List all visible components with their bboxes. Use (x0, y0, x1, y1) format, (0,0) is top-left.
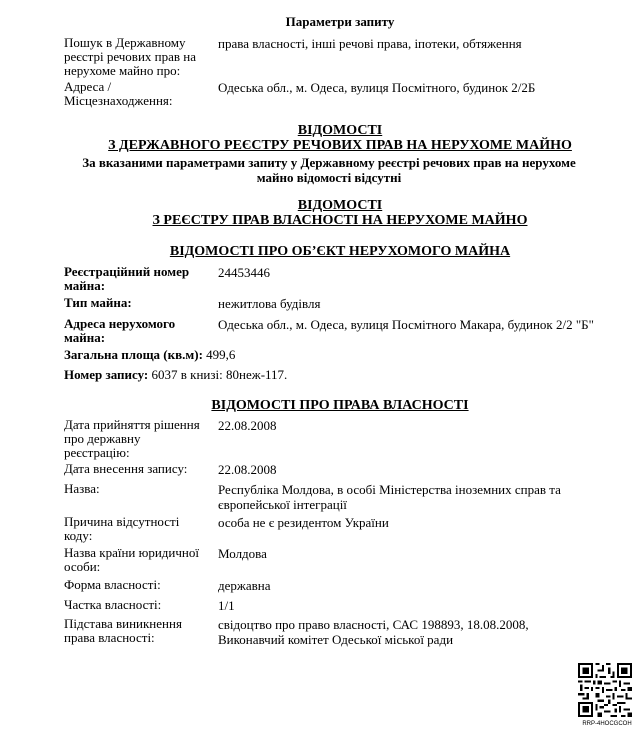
rights-decision-date-value: 22.08.2008 (218, 418, 277, 433)
object-section-title: ВІДОМОСТІ ПРО ОБ’ЄКТ НЕРУХОМОГО МАЙНА (169, 244, 511, 259)
rights-name-value: Республіка Молдова, в особі Міністерства іноземних справ та європейської інтеграції (218, 482, 561, 512)
rights-section-title: ВІДОМОСТІ ПРО ПРАВА ВЛАСНОСТІ (211, 398, 469, 413)
section1-title-line2: З ДЕРЖАВНОГО РЕЄСТРУ РЕЧОВИХ ПРАВ НА НЕРУХОМЕ МАЙНО (108, 138, 572, 153)
object-record-value: 6037 в книзі: 80неж-117. (151, 367, 288, 382)
object-area-line (64, 347, 564, 363)
params-header: Параметри запиту (285, 14, 395, 29)
rights-no-code-reason-label: Причина відсутності коду: (64, 514, 180, 543)
section1-title-line1: ВІДОМОСТІ (297, 123, 383, 138)
rights-share-value: 1/1 (218, 598, 235, 613)
rights-ownership-form-label: Форма власності: (64, 577, 161, 592)
object-area-label: Загальна площа (кв.м): (64, 347, 203, 362)
params-search-label: Пошук в Державному реєстрі речових прав на нерухоме майно про: (64, 35, 196, 78)
rights-entry-date-label: Дата внесення запису: (64, 461, 188, 476)
rights-basis-value: свідоцтво про право власності, САС 198893, 18.08.2008, Виконавчий комітет Одеської міської ради (218, 617, 529, 647)
object-area-value: 499,6 (206, 347, 236, 362)
params-address-label: Адреса / Місцезнаходження: (64, 79, 173, 108)
rights-name-label: Назва: (64, 481, 100, 496)
rights-no-code-reason-value: особа не є резидентом України (218, 515, 389, 530)
rights-country-label: Назва країни юридичної особи: (64, 545, 199, 574)
rights-ownership-form-value: державна (218, 578, 271, 593)
object-address-value: Одеська обл., м. Одеса, вулиця Посмітного Макара, будинок 2/2 "Б" (218, 317, 594, 332)
qr-code-label: RRP-4HOCGCOH (582, 721, 632, 727)
params-search-value: права власності, інші речові права, іпотеки, обтяження (218, 36, 522, 51)
object-record-line (64, 367, 564, 383)
rights-share-label: Частка власності: (64, 597, 162, 612)
object-reg-value: 24453446 (218, 265, 270, 280)
params-address-value: Одеська обл., м. Одеса, вулиця Посмітного, будинок 2/2Б (218, 80, 536, 95)
section2-title-line1: ВІДОМОСТІ (297, 198, 383, 213)
rights-decision-date-label: Дата прийняття рішення про державну реєстрацію: (64, 417, 200, 460)
rights-basis-label: Підстава виникнення права власності: (64, 616, 182, 645)
object-type-value: нежитлова будівля (218, 296, 321, 311)
object-reg-label: Реєстраційний номер майна: (64, 264, 190, 293)
section1-note: За вказаними параметрами запиту у Державному реєстрі речових прав на нерухоме майно відомості відсутні (82, 155, 576, 185)
object-record-label: Номер запису: (64, 367, 149, 382)
object-address-label: Адреса нерухомого майна: (64, 316, 176, 345)
rights-country-value: Молдова (218, 546, 267, 561)
object-type-label: Тип майна: (64, 295, 132, 310)
qr-code-image (578, 663, 632, 717)
rights-entry-date-value: 22.08.2008 (218, 462, 277, 477)
section2-title-line2: З РЕЄСТРУ ПРАВ ВЛАСНОСТІ НА НЕРУХОМЕ МАЙНО (152, 213, 528, 228)
